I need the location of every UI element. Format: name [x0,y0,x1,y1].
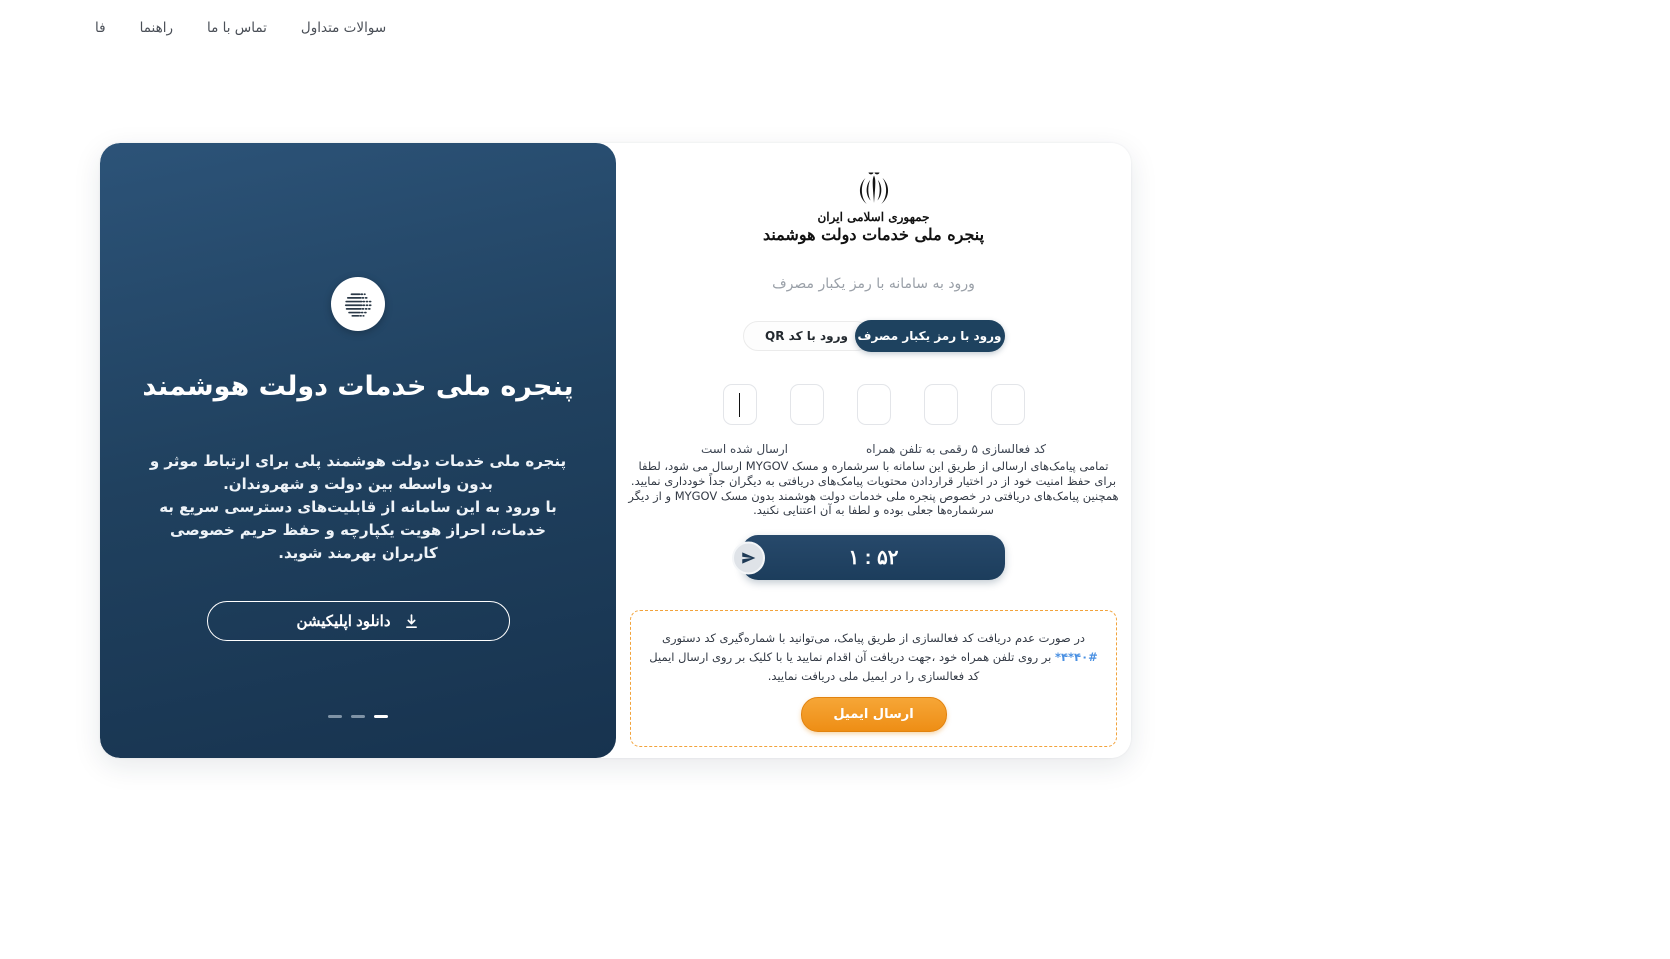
fallback-notice-box [630,610,1117,747]
nav-link-contact[interactable]: تماس با ما [206,20,267,36]
hero-title: پنجره ملی خدمات دولت هوشمند [142,371,574,402]
carousel-dot-3[interactable] [328,715,342,718]
otp-input-4[interactable] [924,384,958,425]
sms-security-notice: تمامی پیامک‌های ارسالی از طریق این سامانه با سرشماره و مسک MYGOV ارسال می شود، لطفا برای حفظ امنیت خود از در اختیار قراردادن محتویات پیامک‌های دریافتی به دیگران جداً خودداری نمایید. همچنین پیامک‌های دریافتی در خصوص پنجره ملی خدمات دولت هوشمند بدون مسک MYGOV و از دیگر سرشماره‌ها جعلی بوده و لطفا به آن اعتنایی نکنید. [628,459,1119,518]
ussd-dial-code: *۴*۴۰# [1055,650,1098,665]
otp-input-3[interactable] [857,384,891,425]
fallback-text-before-code: در صورت عدم دریافت کد فعالسازی از طریق پیامک، می‌توانید با شماره‌گیری کد دستوری [661,631,1086,646]
emblem-country-text: جمهوری اسلامی ایران [817,210,930,224]
carousel-dot-1[interactable] [374,715,388,718]
top-navigation [95,20,386,36]
carousel-indicators [328,715,388,718]
nav-link-language[interactable]: فا [95,20,106,36]
otp-input-1[interactable] [723,384,757,425]
download-app-button[interactable] [207,601,510,641]
otp-input-2[interactable] [790,384,824,425]
hero-description [142,450,574,565]
carousel-dot-2[interactable] [351,715,365,718]
globe-icon [336,282,380,326]
hero-description-line2: با ورود به این سامانه از قابلیت‌های دسترسی سریع به خدمات، احراز هویت یکپارچه و حفظ حریم خصوصی کاربران بهرمند شوید. [159,498,557,562]
login-panel [616,143,1131,758]
hero-description-line1: پنجره ملی خدمات دولت هوشمند پلی برای ارتباط موثر و بدون واسطه بین دولت و شهروندان. [149,452,567,493]
send-icon-circle [732,541,765,574]
otp-input-group [723,384,1025,425]
tab-qr-login[interactable]: ورود با کد QR [743,321,871,351]
send-email-button[interactable]: ارسال ایمیل [801,697,947,732]
otp-sent-text-after-phone: ارسال شده است [701,442,788,456]
fallback-notice-text [643,629,1105,686]
login-method-toggle [743,320,1005,352]
login-subtitle: ورود به سامانه با رمز یکبار مصرف [772,276,975,292]
otp-input-5[interactable] [991,384,1025,425]
emblem-brand-text: پنجره ملی خدمات دولت هوشمند [762,225,985,244]
nav-link-faq[interactable]: سوالات متداول [300,20,387,36]
nav-link-guide[interactable]: راهنما [139,20,173,36]
send-icon [741,550,756,565]
app-logo [331,277,385,331]
resend-timer-button[interactable] [742,535,1005,580]
countdown-timer: ۱ : ۵۲ [848,547,899,570]
download-button-label: دانلود اپلیکیشن [296,613,391,630]
left-hero-panel [100,143,616,758]
tab-otp-login[interactable]: ورود با رمز یکبار مصرف [855,320,1005,352]
otp-sent-text [701,442,1046,456]
text-caret [739,393,741,417]
main-card [100,143,1131,758]
government-emblem-block [763,168,984,244]
iran-emblem-icon [851,168,897,208]
fallback-text-after-code: بر روی تلفن همراه خود ،جهت دریافت آن اقدام نمایید یا با کلیک بر روی ارسال ایمیل کد فعالسازی را در ایمیل ملی دریافت نمایید. [649,650,1055,684]
otp-sent-text-before-phone: کد فعالسازی ۵ رقمی به تلفن همراه [866,442,1047,456]
download-icon [403,613,420,630]
